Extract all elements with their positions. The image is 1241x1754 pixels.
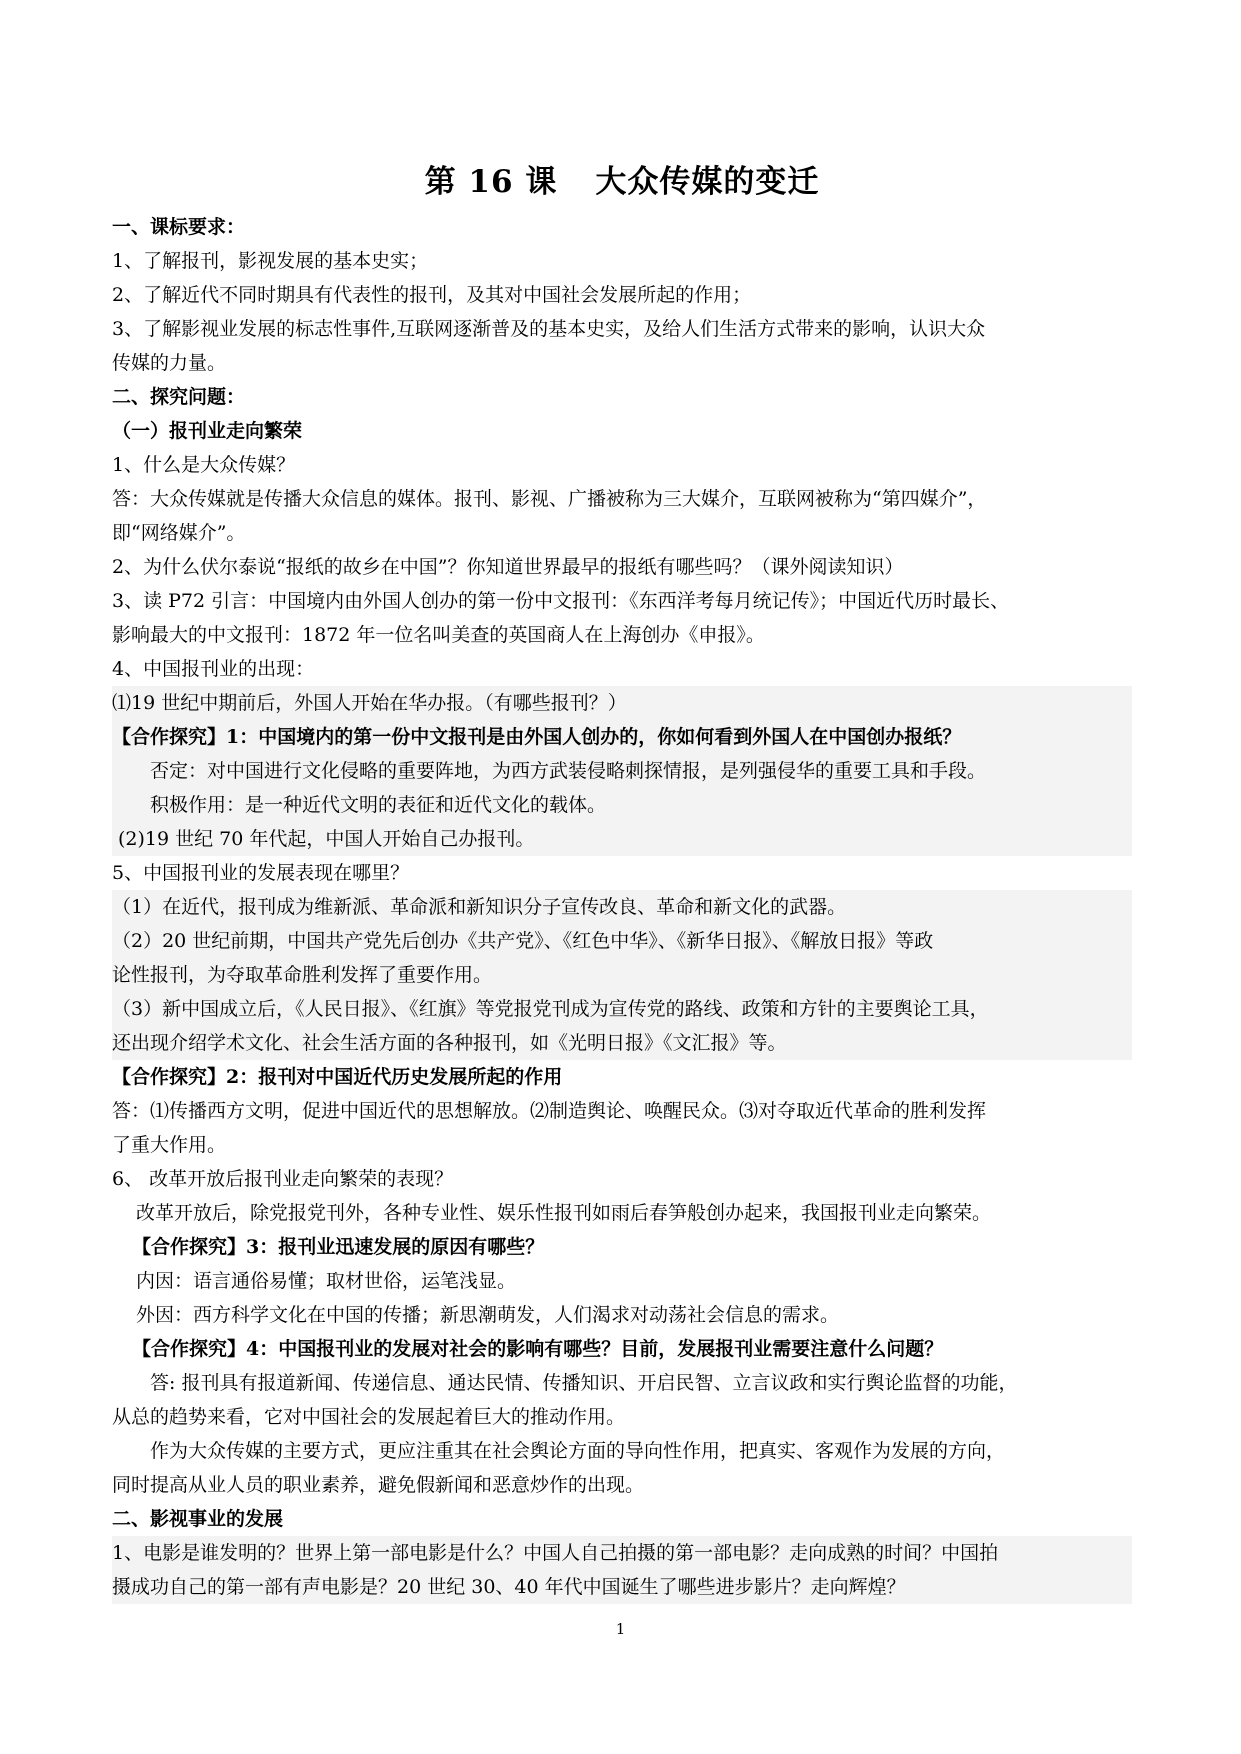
section-heading: 二、探究问题： [112,386,246,408]
shaded-block [112,686,1132,856]
page-title [112,160,1132,204]
paragraph-line: （2）20 世纪前期，中国共产党先后创办《共产党》、《红色中华》、《新华日报》、《解放日报》等政 [112,930,934,952]
lesson-name: 大众传媒的变迁 [595,164,820,200]
answer-line: 从总的趋势来看，它对中国社会的发展起着巨大的推动作用。 [112,1406,626,1428]
paragraph-line: 论性报刊，为夺取革命胜利发挥了重要作用。 [112,964,493,986]
question-line: 5、中国报刊业的发展表现在哪里？ [112,862,410,884]
paragraph-line: 影响最大的中文报刊：1872 年一位名叫美查的英国商人在上海创办《申报》。 [112,624,765,646]
paragraph-line: 作为大众传媒的主要方式，更应注重其在社会舆论方面的导向性作用，把真实、客观作为发展的方向， [150,1440,1006,1462]
lesson-number: 第 16 课 [424,164,558,200]
paragraph-line: （1）在近代，报刊成为维新派、革命派和新知识分子宣传改良、革命和新文化的武器。 [112,896,847,918]
question-line: 2、为什么伏尔泰说“报纸的故乡在中国”？你知道世界最早的报纸有哪些吗？（课外阅读知识） [112,556,904,578]
shaded-block [112,1536,1132,1604]
answer-line: 了重大作用。 [112,1134,227,1156]
paragraph-line: (2)19 世纪 70 年代起，中国人开始自己办报刊。 [118,828,535,850]
question-line: 6、 改革开放后报刊业走向繁荣的表现？ [112,1168,454,1190]
answer-line: 答：⑴传播西方文明，促进中国近代的思想解放。⑵制造舆论、唤醒民众。⑶对夺取近代革命的胜利发挥 [112,1100,987,1122]
section-heading: 二、影视事业的发展 [112,1508,284,1530]
paragraph-line: 积极作用：是一种近代文明的表征和近代文化的载体。 [150,794,607,816]
answer-line: 即“网络媒介”。 [112,522,246,544]
cooperative-inquiry-heading: 【合作探究】3：报刊业迅速发展的原因有哪些？ [132,1236,545,1258]
paragraph-line: 3、读 P72 引言：中国境内由外国人创办的第一份中文报刊：《东西洋考每月统记传》；中国近代历时最长、 [112,590,1010,612]
paragraph-line: 传媒的力量。 [112,352,227,374]
paragraph-line: 2、了解近代不同时期具有代表性的报刊，及其对中国社会发展所起的作用； [112,284,752,306]
cooperative-inquiry-heading: 【合作探究】4：中国报刊业的发展对社会的影响有哪些？目前，发展报刊业需要注意什么问题？ [132,1338,944,1360]
shaded-block [112,890,1132,1060]
paragraph-line: 3、了解影视业发展的标志性事件,互联网逐渐普及的基本史实，及给人们生活方式带来的影响，认识大众 [112,318,986,340]
paragraph-line: 1、了解报刊，影视发展的基本史实； [112,250,429,272]
paragraph-line: 外因：西方科学文化在中国的传播；新思潮萌发，人们渴求对动荡社会信息的需求。 [136,1304,840,1326]
paragraph-line: ⑴19 世纪中期前后，外国人开始在华办报。（有哪些报刊？） [112,692,627,714]
question-line: 摄成功自己的第一部有声电影是？20 世纪 30、40 年代中国诞生了哪些进步影片？走向辉煌？ [112,1576,906,1598]
page-number: 1 [615,1620,626,1638]
cooperative-inquiry-heading: 【合作探究】2：报刊对中国近代历史发展所起的作用 [112,1066,563,1088]
question-line: 1、电影是谁发明的？世界上第一部电影是什么？中国人自己拍摄的第一部电影？走向成熟的时间？中国拍 [112,1542,999,1564]
paragraph-line: （3）新中国成立后，《人民日报》、《红旗》等党报党刊成为宣传党的路线、政策和方针的主要舆论工具， [112,998,989,1020]
question-line: 4、中国报刊业的出现： [112,658,315,680]
section-heading: 一、课标要求： [112,216,246,238]
question-line: 1、什么是大众传媒？ [112,454,296,476]
paragraph-line: 改革开放后，除党报党刊外，各种专业性、娱乐性报刊如雨后春笋般创办起来，我国报刊业走向繁荣。 [136,1202,992,1224]
paragraph-line: 还出现介绍学术文化、社会生活方面的各种报刊，如《光明日报》《文汇报》等。 [112,1032,787,1054]
paragraph-line: 否定：对中国进行文化侵略的重要阵地，为西方武装侵略刺探情报，是列强侵华的重要工具和手段。 [150,760,987,782]
answer-line: 答：大众传媒就是传播大众信息的媒体。报刊、影视、广播被称为三大媒介，互联网被称为“第四媒介”， [112,488,987,510]
document-page [112,160,1132,1604]
cooperative-inquiry-heading: 【合作探究】1：中国境内的第一份中文报刊是由外国人创办的，你如何看到外国人在中国创办报纸？ [112,726,962,748]
subsection-heading: （一）报刊业走向繁荣 [112,420,303,442]
paragraph-line: 同时提高从业人员的职业素养，避免假新闻和恶意炒作的出现。 [112,1474,645,1496]
paragraph-line: 内因：语言通俗易懂；取材世俗，运笔浅显。 [136,1270,517,1292]
answer-line: 答: 报刊具有报道新闻、传递信息、通达民情、传播知识、开启民智、立言议政和实行舆论监督的功能， [150,1372,1018,1394]
